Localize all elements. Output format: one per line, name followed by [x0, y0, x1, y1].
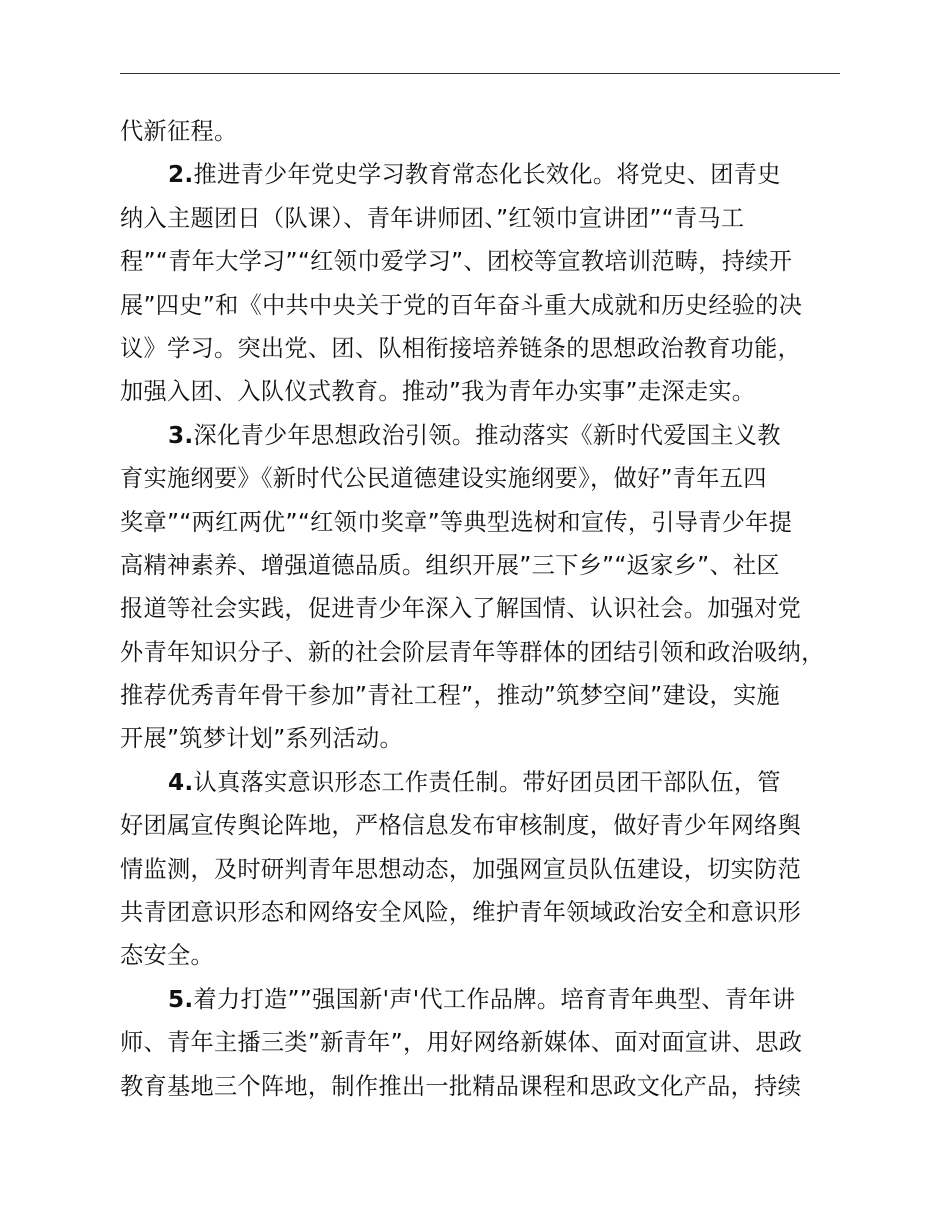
text-line — [120, 848, 842, 891]
header-rule — [120, 73, 840, 74]
line-text: 加强入团、入队仪式教育。推动”我为青年办实事”走深走实。 — [120, 378, 756, 406]
text-line — [120, 501, 842, 544]
line-text: 深化青少年思想政治引领。推动落实《新时代爱国主义教 — [193, 421, 781, 449]
line-text: 议》学习。突出党、团、队相衔接培养链条的思想政治教育功能， — [120, 334, 802, 362]
text-line — [120, 631, 842, 674]
item-number: 3. — [168, 421, 194, 449]
text-line — [120, 978, 842, 1021]
item-number: 4. — [168, 768, 194, 796]
text-line — [120, 457, 842, 500]
text-line — [120, 414, 842, 457]
text-line — [120, 197, 842, 240]
line-text: 展”四史”和《中共中央关于党的百年奋斗重大成就和历史经验的决 — [120, 291, 803, 319]
line-text: 情监测，及时研判青年思想动态，加强网宣员队伍建设，切实防范 — [120, 855, 802, 883]
line-text: 着力打造””强国新'声'代工作品牌。培育青年典型、青年讲 — [193, 985, 796, 1013]
line-text: 报道等社会实践，促进青少年深入了解国情、认识社会。加强对党 — [120, 595, 802, 623]
document-body — [120, 110, 842, 1108]
line-text: 推荐优秀青年骨干参加”青社工程”，推动”筑梦空间”建设，实施 — [120, 682, 780, 710]
text-line — [120, 327, 842, 370]
line-text: 共青团意识形态和网络安全风险，维护青年领域政治安全和意识形 — [120, 899, 802, 927]
text-line — [120, 804, 842, 847]
line-text: 程”“青年大学习”“红领巾爱学习”、团校等宣教培训范畴，持续开 — [120, 248, 793, 276]
text-line — [120, 153, 842, 196]
text-line — [120, 370, 842, 413]
line-text: 开展”筑梦计划”系列活动。 — [120, 725, 403, 753]
text-line — [120, 587, 842, 630]
text-line — [120, 717, 842, 760]
line-text: 好团属宣传舆论阵地，严格信息发布审核制度，做好青少年网络舆 — [120, 812, 802, 840]
item-number: 2. — [168, 161, 194, 189]
line-text: 态安全。 — [120, 942, 214, 970]
line-text: 认真落实意识形态工作责任制。带好团员团干部队伍，管 — [193, 768, 781, 796]
text-line — [120, 544, 842, 587]
line-text: 高精神素养、增强道德品质。组织开展”三下乡”“返家乡”、社区 — [120, 551, 780, 579]
text-line — [120, 761, 842, 804]
line-text: 外青年知识分子、新的社会阶层青年等群体的团结引领和政治吸纳， — [120, 638, 825, 666]
line-text: 代新征程。 — [120, 118, 238, 145]
line-text: 育实施纲要》《新时代公民道德建设实施纲要》，做好”青年五四 — [120, 465, 767, 493]
text-line — [120, 240, 842, 283]
line-text: 奖章”“两红两优”“红领巾奖章”等典型选树和宣传，引导青少年提 — [120, 508, 793, 536]
text-line — [120, 284, 842, 327]
text-line — [120, 1065, 842, 1108]
item-number: 5. — [168, 985, 194, 1013]
line-text: 师、青年主播三类”新青年”，用好网络新媒体、面对面宣讲、思政 — [120, 1029, 803, 1057]
text-line — [120, 674, 842, 717]
text-line — [120, 110, 842, 153]
line-text: 推进青少年党史学习教育常态化长效化。将党史、团青史 — [193, 161, 781, 189]
line-text: 教育基地三个阵地，制作推出一批精品课程和思政文化产品，持续 — [120, 1072, 802, 1100]
text-line — [120, 1021, 842, 1064]
line-text: 纳入主题团日（队课）、青年讲师团、”红领巾宣讲团”“青马工 — [120, 204, 745, 232]
text-line — [120, 891, 842, 934]
text-line — [120, 934, 842, 977]
